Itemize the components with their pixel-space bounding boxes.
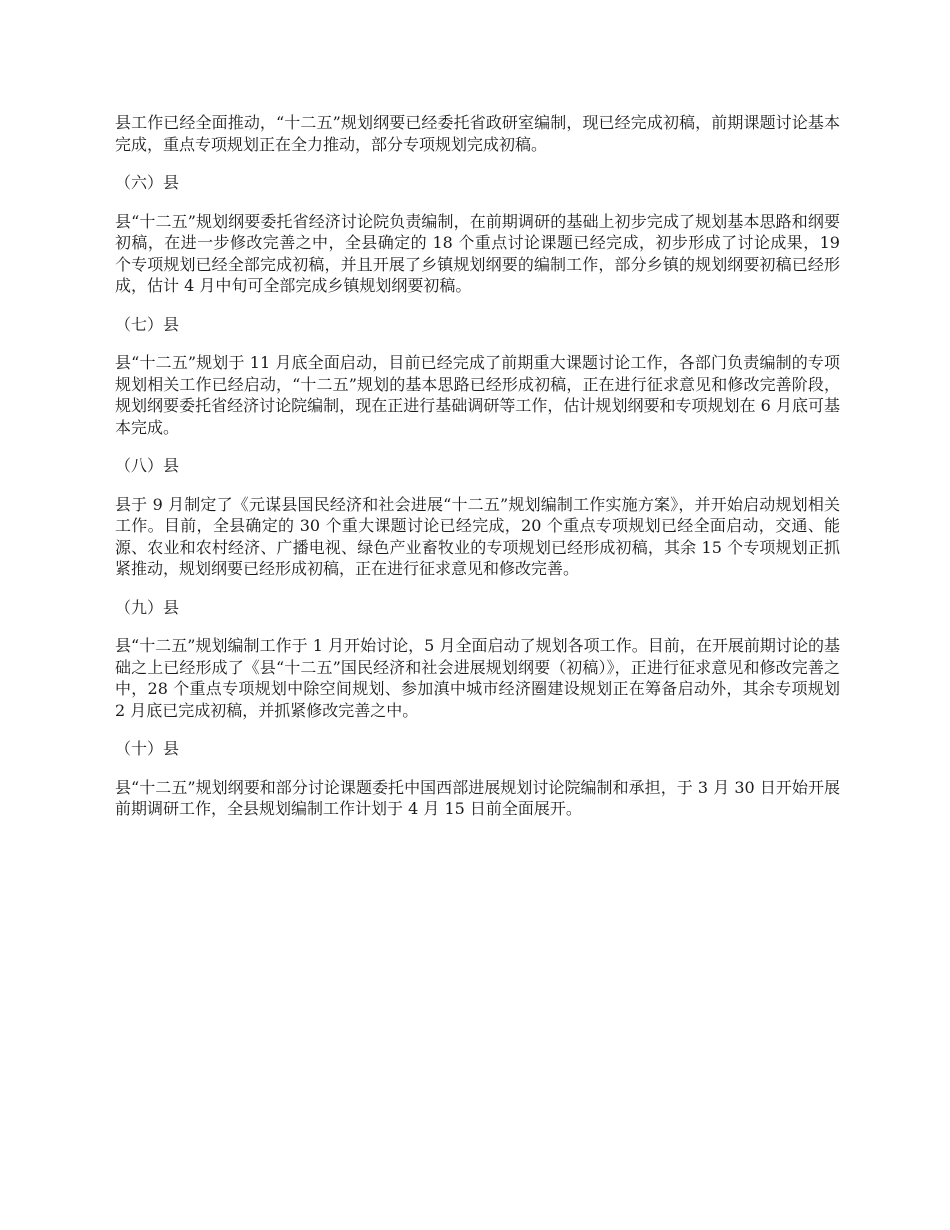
paragraph-section-9: 县“十二五”规划编制工作于 1 月开始讨论，5 月全面启动了规划各项工作。目前，在开展前期讨论的基础之上已经形成了《县“十二五”国民经济和社会进展规划纲要（初稿）》，正进行征求意见和修改完善之中，28 个重点专项规划中除空间规划、参加滇中城市经济圈建设规划正在筹备启动外，其余专项规划 2 月底已完成初稿，并抓紧修改完善之中。 (115, 636, 840, 720)
section-heading-8: （八）县 (115, 456, 180, 475)
paragraph-section-8: 县于 9 月制定了《元谋县国民经济和社会进展“十二五”规划编制工作实施方案》，并开始启动规划相关工作。目前，全县确定的 30 个重大课题讨论已经完成，20 个重点专项规划已经全面启动，交通、能源、农业和农村经济、广播电视、绿色产业畜牧业的专项规划已经形成初稿，其余 15 个专项规划正抓紧推动，规划纲要已经形成初稿，正在进行征求意见和修改完善。 (115, 494, 840, 578)
section-heading-6: （六）县 (115, 173, 180, 192)
section-heading-7: （七）县 (115, 314, 180, 334)
paragraph-county-intro: 县工作已经全面推动，“十二五”规划纲要已经委托省政研室编制，现已经完成初稿，前期课题讨论基本完成，重点专项规划正在全力推动，部分专项规划完成初稿。 (115, 113, 840, 154)
section-heading-9: （九）县 (115, 597, 180, 617)
paragraph-section-7: 县“十二五”规划于 11 月底全面启动，目前已经完成了前期重大课题讨论工作，各部门负责编制的专项规划相关工作已经启动，“十二五”规划的基本思路已经形成初稿，正在进行征求意见和修改完善阶段，规划纲要委托省经济讨论院编制，现在正进行基础调研等工作，估计规划纲要和专项规划在 6 月底可基本完成。 (115, 353, 840, 437)
section-heading-10: （十）县 (115, 739, 180, 758)
paragraph-section-10: 县“十二五”规划纲要和部分讨论课题委托中国西部进展规划讨论院编制和承担，于 3 月 30 日开始开展前期调研工作，全县规划编制工作计划于 4 月 15 日前全面展开。 (115, 777, 840, 818)
paragraph-section-6: 县“十二五”规划纲要委托省经济讨论院负责编制，在前期调研的基础上初步完成了规划基本思路和纲要初稿，在进一步修改完善之中，全县确定的 18 个重点讨论课题已经完成，初步形成了讨论成果，19 个专项规划已经全部完成初稿，并且开展了乡镇规划纲要的编制工作，部分乡镇的规划纲要初稿已经形成，估计 4 月中旬可全部完成乡镇规划纲要初稿。 (115, 211, 840, 295)
document-body (115, 112, 840, 820)
